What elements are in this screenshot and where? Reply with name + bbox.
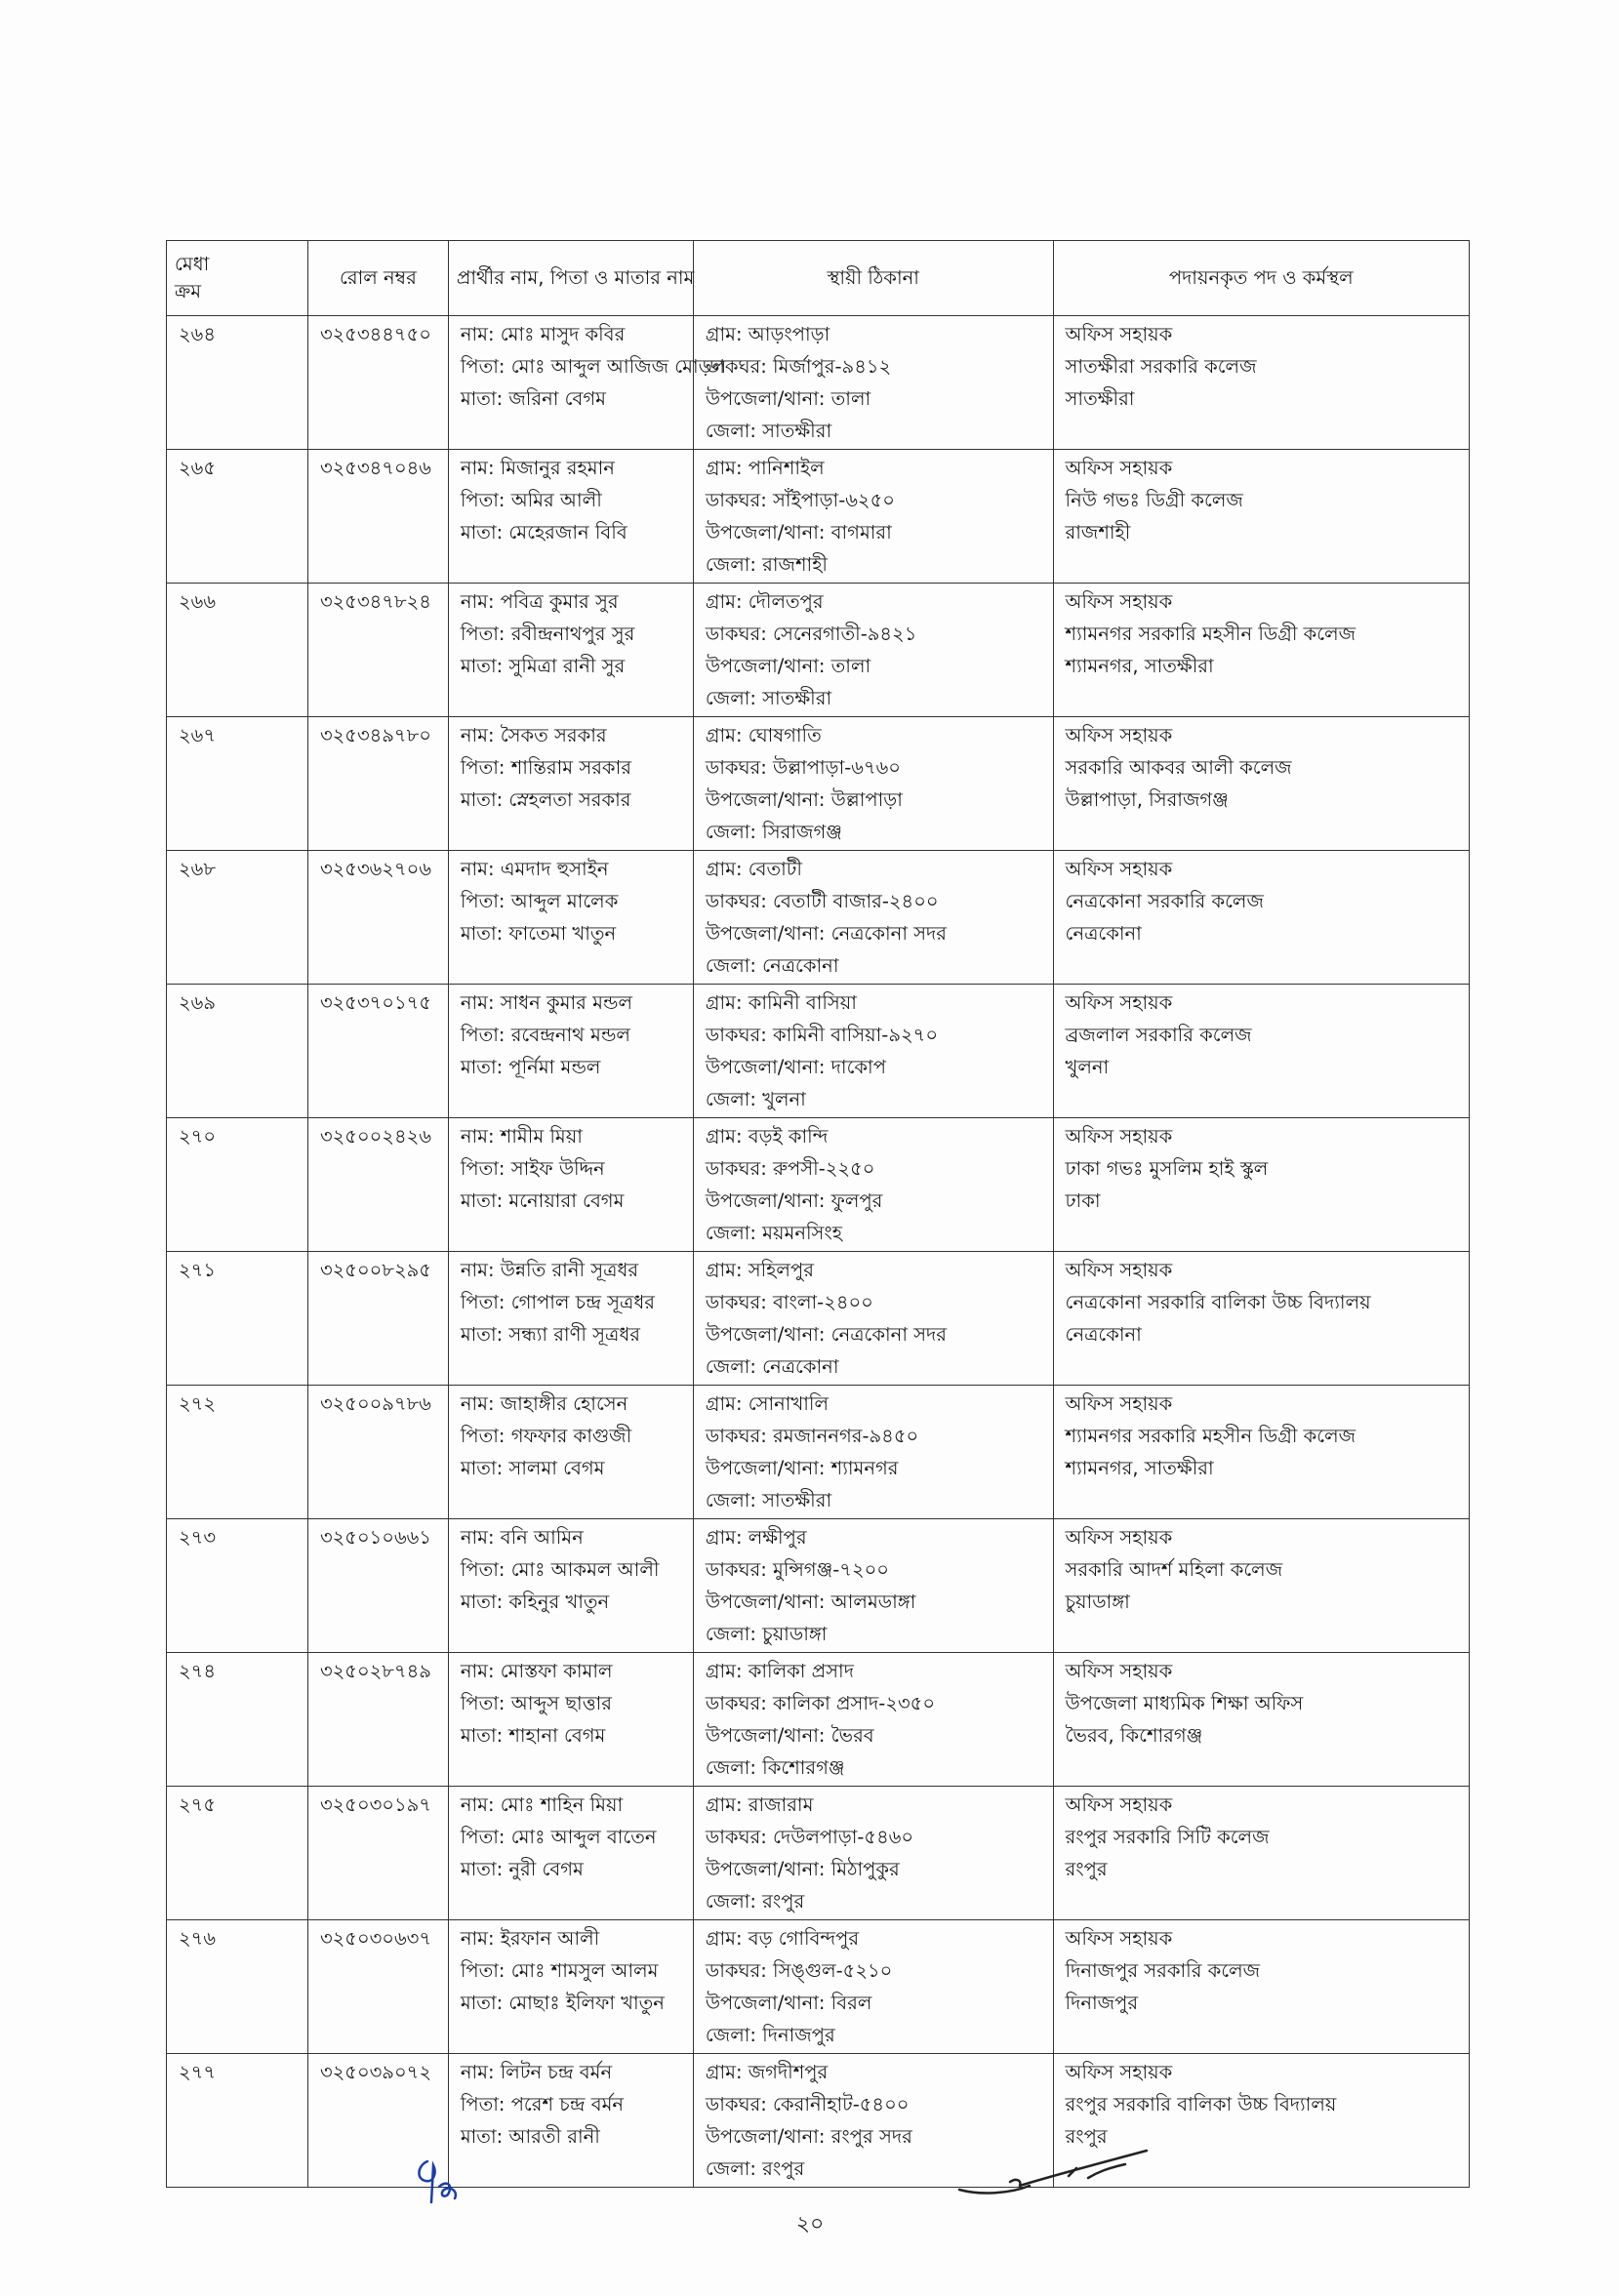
posting-cell <box>1053 1386 1469 1519</box>
merit-cell <box>167 1653 308 1787</box>
address-postoffice: ডাকঘর: বেতাটী বাজার-২৪০০ <box>705 890 939 912</box>
posting-institution: দিনাজপুর সরকারি কলেজ <box>1065 1959 1261 1982</box>
candidate-name: নাম: সৈকত সরকার <box>460 724 607 746</box>
address-village: গ্রাম: লক্ষীপুর <box>705 1526 807 1549</box>
candidate-father: পিতা: গোপাল চন্দ্র সূত্রধর <box>460 1291 656 1313</box>
posting-post: অফিস সহায়ক <box>1065 1259 1173 1281</box>
signature <box>951 2139 1176 2207</box>
candidate-father: পিতা: অমির আলী <box>460 489 602 511</box>
candidate-cell <box>448 584 693 717</box>
posting-institution: উপজেলা মাধ্যমিক শিক্ষা অফিস <box>1065 1692 1304 1714</box>
candidate-mother: মাতা: ফাতেমা খাতুন <box>460 922 617 945</box>
table-row <box>167 1920 1470 2054</box>
posting-location: শ্যামনগর, সাতক্ষীরা <box>1065 1457 1214 1479</box>
posting-post: অফিস সহায়ক <box>1065 590 1173 613</box>
roll-cell <box>307 1519 448 1653</box>
address-district: জেলা: চুয়াডাঙ্গা <box>705 1623 828 1645</box>
address-postoffice: ডাকঘর: রমজাননগর-৯৪৫০ <box>705 1425 919 1447</box>
roll-cell <box>307 1386 448 1519</box>
header-name: প্রার্থীর নাম, পিতা ও মাতার নাম <box>448 241 693 316</box>
address-cell <box>693 1653 1053 1787</box>
address-district: জেলা: খুলনা <box>705 1088 806 1110</box>
merit-merit: ২৭২ <box>179 1392 217 1415</box>
address-village: গ্রাম: জগদীশপুর <box>705 2061 829 2083</box>
candidate-name: নাম: মোস্তফা কামাল <box>460 1660 613 1682</box>
address-village: গ্রাম: দৌলতপুর <box>705 590 824 613</box>
posting-location: নেত্রকোনা <box>1065 1323 1142 1346</box>
posting-post: অফিস সহায়ক <box>1065 1392 1173 1415</box>
posting-institution: শ্যামনগর সরকারি মহসীন ডিগ্রী কলেজ <box>1065 1425 1356 1447</box>
address-postoffice: ডাকঘর: কেরানীহাট-৫৪০০ <box>705 2093 910 2115</box>
address-postoffice: ডাকঘর: মুন্সিগঞ্জ-৭২০০ <box>705 1558 889 1581</box>
address-district: জেলা: কিশোরগঞ্জ <box>705 1756 845 1779</box>
candidate-cell <box>448 1920 693 2054</box>
posting-cell <box>1053 851 1469 985</box>
roll-cell <box>307 985 448 1118</box>
candidate-father: পিতা: মোঃ আব্দুল আজিজ মোড়ল <box>460 355 727 378</box>
roll-cell <box>307 717 448 851</box>
candidate-name: নাম: মোঃ মাসুদ কবির <box>460 323 626 345</box>
roll-cell <box>307 1787 448 1920</box>
roll-roll: ৩২৫০২৮৭৪৯ <box>319 1660 431 1682</box>
roll-roll: ৩২৫৩৬২৭০৬ <box>319 858 432 880</box>
candidate-mother: মাতা: পূর্নিমা মন্ডল <box>460 1056 601 1078</box>
address-cell <box>693 450 1053 584</box>
candidate-cell <box>448 1252 693 1386</box>
address-postoffice: ডাকঘর: বাংলা-২৪০০ <box>705 1291 873 1313</box>
candidate-name: নাম: মোঃ শাহিন মিয়া <box>460 1793 624 1816</box>
merit-cell <box>167 985 308 1118</box>
roll-cell <box>307 316 448 450</box>
merit-cell <box>167 316 308 450</box>
candidate-mother: মাতা: স্নেহলতা সরকার <box>460 788 631 811</box>
candidate-mother: মাতা: মেহেরজান বিবি <box>460 521 627 544</box>
table-row <box>167 1787 1470 1920</box>
posting-post: অফিস সহায়ক <box>1065 1793 1173 1816</box>
candidate-name: নাম: বনি আমিন <box>460 1526 584 1549</box>
address-village: গ্রাম: বেতাটী <box>705 858 802 880</box>
candidate-name: নাম: লিটন চন্দ্র বর্মন <box>460 2061 613 2083</box>
table-row <box>167 450 1470 584</box>
address-upazila: উপজেলা/থানা: বিরল <box>705 1992 872 2014</box>
address-district: জেলা: সাতক্ষীরা <box>705 420 832 442</box>
candidate-cell <box>448 2054 693 2188</box>
posting-cell <box>1053 450 1469 584</box>
table-row <box>167 1252 1470 1386</box>
address-cell <box>693 851 1053 985</box>
posting-location: ভৈরব, কিশোরগঞ্জ <box>1065 1724 1203 1747</box>
posting-location: নেত্রকোনা <box>1065 922 1142 945</box>
address-upazila: উপজেলা/থানা: ফুলপুর <box>705 1189 883 1212</box>
candidate-mother: মাতা: মনোয়ারা বেগম <box>460 1189 625 1212</box>
address-postoffice: ডাকঘর: রুপসী-২২৫০ <box>705 1157 875 1180</box>
posting-cell <box>1053 316 1469 450</box>
candidate-father: পিতা: শান্তিরাম সরকার <box>460 756 631 779</box>
candidate-mother: মাতা: আরতী রানী <box>460 2125 600 2148</box>
roll-cell <box>307 1252 448 1386</box>
candidate-name: নাম: মিজানুর রহমান <box>460 457 615 479</box>
candidate-mother: মাতা: শাহানা বেগম <box>460 1724 606 1747</box>
roll-roll: ৩২৫০০৯৭৮৬ <box>319 1392 431 1415</box>
candidate-mother: মাতা: মোছাঃ ইলিফা খাতুন <box>460 1992 665 2014</box>
table-row <box>167 717 1470 851</box>
candidate-name: নাম: ইরফান আলী <box>460 1927 600 1950</box>
merit-merit: ২৬৯ <box>179 991 217 1014</box>
posting-institution: ঢাকা গভঃ মুসলিম হাই স্কুল <box>1065 1157 1269 1180</box>
address-postoffice: ডাকঘর: কালিকা প্রসাদ-২৩৫০ <box>705 1692 936 1714</box>
roll-cell <box>307 1653 448 1787</box>
address-cell <box>693 1519 1053 1653</box>
candidate-cell <box>448 851 693 985</box>
table-row <box>167 851 1470 985</box>
address-cell <box>693 717 1053 851</box>
address-upazila: উপজেলা/থানা: ভৈরব <box>705 1724 874 1747</box>
address-village: গ্রাম: কামিনী বাসিয়া <box>705 991 857 1014</box>
posting-location: চুয়াডাঙ্গা <box>1065 1591 1130 1613</box>
posting-location: শ্যামনগর, সাতক্ষীরা <box>1065 655 1214 677</box>
posting-institution: নিউ গভঃ ডিগ্রী কলেজ <box>1065 489 1243 511</box>
candidate-cell <box>448 1118 693 1252</box>
posting-cell <box>1053 985 1469 1118</box>
address-village: গ্রাম: সোনাখালি <box>705 1392 830 1415</box>
merit-merit: ২৭১ <box>179 1259 217 1281</box>
address-cell <box>693 316 1053 450</box>
address-village: গ্রাম: পানিশাইল <box>705 457 825 479</box>
address-village: গ্রাম: রাজারাম <box>705 1793 814 1816</box>
merit-cell <box>167 1252 308 1386</box>
posting-institution: নেত্রকোনা সরকারি কলেজ <box>1065 890 1264 912</box>
address-village: গ্রাম: ঘোষগাতি <box>705 724 822 746</box>
candidate-mother: মাতা: সুমিত্রা রানী সুর <box>460 655 626 677</box>
candidate-cell <box>448 717 693 851</box>
posting-location: দিনাজপুর <box>1065 1992 1139 2014</box>
posting-cell <box>1053 1252 1469 1386</box>
posting-location: রাজশাহী <box>1065 521 1131 544</box>
candidate-cell <box>448 316 727 450</box>
roll-roll: ৩২৫০০২৪২৬ <box>319 1125 431 1148</box>
merit-merit: ২৬৫ <box>179 457 217 479</box>
candidate-name: নাম: পবিত্র কুমার সুর <box>460 590 619 613</box>
posting-cell <box>1053 1653 1469 1787</box>
candidate-cell <box>448 1653 693 1787</box>
table-body <box>167 316 1470 2188</box>
address-village: গ্রাম: আড়ংপাড়া <box>705 323 830 345</box>
candidate-father: পিতা: গফফার কাগুজী <box>460 1425 632 1447</box>
address-postoffice: ডাকঘর: উল্লাপাড়া-৬৭৬০ <box>705 756 901 779</box>
posting-post: অফিস সহায়ক <box>1065 457 1173 479</box>
candidate-father: পিতা: পরেশ চন্দ্র বর্মন <box>460 2093 625 2115</box>
address-postoffice: ডাকঘর: সিঙ্গুল-৫২১০ <box>705 1959 893 1982</box>
posting-cell <box>1053 584 1469 717</box>
posting-post: অফিস সহায়ক <box>1065 323 1173 345</box>
posting-post: অফিস সহায়ক <box>1065 1526 1173 1549</box>
merit-merit: ২৭৩ <box>179 1526 217 1549</box>
posting-institution: শ্যামনগর সরকারি মহসীন ডিগ্রী কলেজ <box>1065 623 1356 645</box>
merit-merit: ২৭৬ <box>179 1927 217 1950</box>
candidate-cell <box>448 1787 693 1920</box>
merit-cell <box>167 1118 308 1252</box>
posting-post: অফিস সহায়ক <box>1065 724 1173 746</box>
page-number: ২০ <box>795 2212 825 2236</box>
posting-institution: সরকারি আদর্শ মহিলা কলেজ <box>1065 1558 1283 1581</box>
roll-cell <box>307 450 448 584</box>
posting-post: অফিস সহায়ক <box>1065 1125 1173 1148</box>
address-district: জেলা: রংপুর <box>705 2157 805 2180</box>
address-district: জেলা: ময়মনসিংহ <box>705 1222 843 1244</box>
candidate-name: নাম: শামীম মিয়া <box>460 1125 583 1148</box>
table-row <box>167 316 1470 450</box>
table-row <box>167 2054 1470 2188</box>
posting-post: অফিস সহায়ক <box>1065 858 1173 880</box>
merit-cell <box>167 1519 308 1653</box>
posting-location: উল্লাপাড়া, সিরাজগঞ্জ <box>1065 788 1229 811</box>
table-row <box>167 1386 1470 1519</box>
address-cell <box>693 985 1053 1118</box>
candidate-mother: মাতা: সন্ধ্যা রাণী সূত্রধর <box>460 1323 641 1346</box>
posting-institution: নেত্রকোনা সরকারি বালিকা উচ্চ বিদ্যালয় <box>1065 1291 1371 1313</box>
posting-cell <box>1053 1920 1469 2054</box>
merit-merit: ২৭৭ <box>179 2061 217 2083</box>
merit-list-table <box>166 240 1470 2188</box>
address-cell <box>693 1920 1053 2054</box>
merit-merit: ২৭৫ <box>179 1793 217 1816</box>
address-upazila: উপজেলা/থানা: তালা <box>705 387 871 410</box>
address-postoffice: ডাকঘর: সাঁইপাড়া-৬২৫০ <box>705 489 895 511</box>
roll-cell <box>307 1118 448 1252</box>
address-district: জেলা: রাজশাহী <box>705 553 829 576</box>
merit-merit: ২৬৮ <box>179 858 217 880</box>
address-upazila: উপজেলা/থানা: তালা <box>705 655 871 677</box>
candidate-father: পিতা: সাইফ উদ্দিন <box>460 1157 605 1180</box>
roll-roll: ৩২৫০০৮২৯৫ <box>319 1259 431 1281</box>
posting-institution: সাতক্ষীরা সরকারি কলেজ <box>1065 355 1257 378</box>
roll-roll: ৩২৫৩৭০১৭৫ <box>319 991 431 1014</box>
merit-merit: ২৬৪ <box>179 323 217 345</box>
candidate-cell <box>448 985 693 1118</box>
posting-location: ঢাকা <box>1065 1189 1101 1212</box>
roll-roll: ৩২৫০১০৬৬১ <box>319 1526 431 1549</box>
address-cell <box>693 1118 1053 1252</box>
candidate-father: পিতা: মোঃ আকমল আলী <box>460 1558 660 1581</box>
candidate-mother: মাতা: সালমা বেগম <box>460 1457 605 1479</box>
table-header-row <box>167 241 1470 316</box>
roll-roll: ৩২৫০৩৯০৭২ <box>319 2061 431 2083</box>
address-district: জেলা: রংপুর <box>705 1890 805 1913</box>
address-district: জেলা: নেত্রকোনা <box>705 954 839 977</box>
merit-cell <box>167 1386 308 1519</box>
candidate-name: নাম: এমদাদ হুসাইন <box>460 858 609 880</box>
initial-signature <box>410 2152 478 2210</box>
merit-cell <box>167 717 308 851</box>
candidate-mother: মাতা: জরিনা বেগম <box>460 387 606 410</box>
address-postoffice: ডাকঘর: দেউলপাড়া-৫৪৬০ <box>705 1826 914 1848</box>
address-upazila: উপজেলা/থানা: দাকোপ <box>705 1056 886 1078</box>
header-roll: রোল নম্বর <box>307 241 448 316</box>
address-village: গ্রাম: সহিলপুর <box>705 1259 814 1281</box>
address-village: গ্রাম: কালিকা প্রসাদ <box>705 1660 854 1682</box>
merit-merit: ২৭০ <box>179 1125 217 1148</box>
roll-roll: ৩২৫৩৪৭০৪৬ <box>319 457 431 479</box>
table-row <box>167 1118 1470 1252</box>
posting-location: রংপুর <box>1065 2125 1108 2148</box>
posting-cell <box>1053 717 1469 851</box>
address-upazila: উপজেলা/থানা: মিঠাপুকুর <box>705 1858 900 1880</box>
posting-institution: রংপুর সরকারি বালিকা উচ্চ বিদ্যালয় <box>1065 2093 1337 2115</box>
candidate-cell <box>448 1386 693 1519</box>
candidate-father: পিতা: মোঃ শামসুল আলম <box>460 1959 659 1982</box>
address-upazila: উপজেলা/থানা: শ্যামনগর <box>705 1457 899 1479</box>
posting-cell <box>1053 1519 1469 1653</box>
posting-post: অফিস সহায়ক <box>1065 2061 1173 2083</box>
table-row <box>167 1653 1470 1787</box>
roll-cell <box>307 851 448 985</box>
candidate-mother: মাতা: নুরী বেগম <box>460 1858 584 1880</box>
merit-cell <box>167 2054 308 2188</box>
address-district: জেলা: নেত্রকোনা <box>705 1355 839 1378</box>
posting-post: অফিস সহায়ক <box>1065 1927 1173 1950</box>
posting-post: অফিস সহায়ক <box>1065 991 1173 1014</box>
posting-institution: রংপুর সরকারি সিটি কলেজ <box>1065 1826 1270 1848</box>
merit-merit: ২৬৬ <box>179 590 217 613</box>
roll-roll: ৩২৫০৩০৬৩৭ <box>319 1927 432 1950</box>
table-row <box>167 985 1470 1118</box>
address-cell <box>693 1252 1053 1386</box>
address-district: জেলা: দিনাজপুর <box>705 2024 835 2046</box>
address-cell <box>693 1386 1053 1519</box>
address-upazila: উপজেলা/থানা: আলমডাঙ্গা <box>705 1591 916 1613</box>
merit-cell <box>167 1787 308 1920</box>
candidate-name: নাম: উন্নতি রানী সূত্রধর <box>460 1259 639 1281</box>
posting-location: খুলনা <box>1065 1056 1110 1078</box>
address-upazila: উপজেলা/থানা: রংপুর সদর <box>705 2125 912 2148</box>
roll-roll: ৩২৫০৩০১৯৭ <box>319 1793 431 1816</box>
roll-cell <box>307 1920 448 2054</box>
candidate-cell <box>448 450 693 584</box>
posting-location: সাতক্ষীরা <box>1065 387 1135 410</box>
candidate-father: পিতা: মোঃ আব্দুল বাতেন <box>460 1826 657 1848</box>
table-row <box>167 584 1470 717</box>
merit-cell <box>167 450 308 584</box>
header-posting: পদায়নকৃত পদ ও কর্মস্থল <box>1053 241 1469 316</box>
posting-institution: সরকারি আকবর আলী কলেজ <box>1065 756 1292 779</box>
roll-roll: ৩২৫৩৪৭৮২৪ <box>319 590 431 613</box>
candidate-father: পিতা: রবীন্দ্রনাথপুর সুর <box>460 623 635 645</box>
roll-roll: ৩২৫৩৪৪৭৫০ <box>319 323 431 345</box>
roll-roll: ৩২৫৩৪৯৭৮০ <box>319 724 431 746</box>
candidate-mother: মাতা: কহিনুর খাতুন <box>460 1591 610 1613</box>
posting-cell <box>1053 1118 1469 1252</box>
candidate-father: পিতা: আব্দুল মালেক <box>460 890 619 912</box>
address-district: জেলা: সাতক্ষীরা <box>705 687 832 709</box>
address-cell <box>693 584 1053 717</box>
merit-merit: ২৭৪ <box>179 1660 217 1682</box>
address-village: গ্রাম: বড় গোবিন্দপুর <box>705 1927 860 1950</box>
merit-cell <box>167 584 308 717</box>
address-postoffice: ডাকঘর: সেনেরগাতী-৯৪২১ <box>705 623 917 645</box>
candidate-name: নাম: জাহাঙ্গীর হোসেন <box>460 1392 628 1415</box>
header-address: স্থায়ী ঠিকানা <box>693 241 1053 316</box>
address-district: জেলা: সিরাজগঞ্জ <box>705 821 842 843</box>
posting-institution: ব্রজলাল সরকারি কলেজ <box>1065 1024 1252 1046</box>
candidate-cell <box>448 1519 693 1653</box>
candidate-name: নাম: সাধন কুমার মন্ডল <box>460 991 632 1014</box>
roll-cell <box>307 584 448 717</box>
merit-merit: ২৬৭ <box>179 724 217 746</box>
address-village: গ্রাম: বড়ই কান্দি <box>705 1125 829 1148</box>
address-postoffice: ডাকঘর: মির্জাপুর-৯৪১২ <box>705 355 892 378</box>
address-upazila: উপজেলা/থানা: নেত্রকোনা সদর <box>705 922 948 945</box>
candidate-father: পিতা: রবেন্দ্রনাথ মন্ডল <box>460 1024 630 1046</box>
address-upazila: উপজেলা/থানা: বাগমারা <box>705 521 892 544</box>
candidate-father: পিতা: আব্দুস ছাত্তার <box>460 1692 613 1714</box>
address-upazila: উপজেলা/থানা: উল্লাপাড়া <box>705 788 903 811</box>
merit-cell <box>167 1920 308 2054</box>
address-cell <box>693 1787 1053 1920</box>
address-upazila: উপজেলা/থানা: নেত্রকোনা সদর <box>705 1323 948 1346</box>
address-district: জেলা: সাতক্ষীরা <box>705 1489 832 1511</box>
merit-cell <box>167 851 308 985</box>
header-merit: মেধা ক্রম <box>167 241 308 316</box>
address-postoffice: ডাকঘর: কামিনী বাসিয়া-৯২৭০ <box>705 1024 939 1046</box>
posting-location: রংপুর <box>1065 1858 1108 1880</box>
table-row <box>167 1519 1470 1653</box>
posting-cell <box>1053 1787 1469 1920</box>
posting-post: অফিস সহায়ক <box>1065 1660 1173 1682</box>
